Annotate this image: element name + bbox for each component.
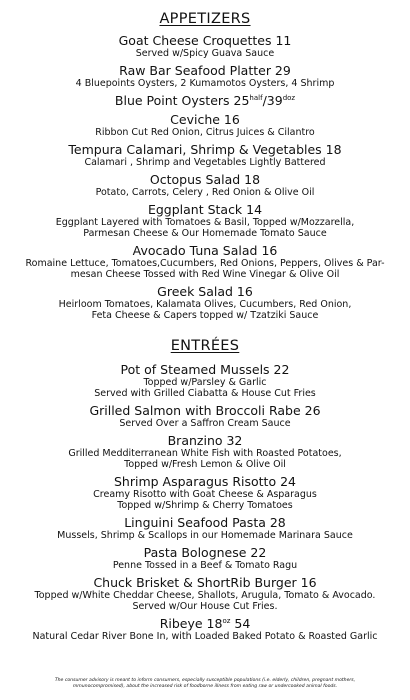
menu-item — [0, 404, 410, 429]
item-name: Tempura Calamari, Shrimp & Vegetables 18 — [68, 142, 342, 157]
item-name: Linguini Seafood Pasta 28 — [124, 515, 286, 530]
item-desc: Served with Grilled Ciabatta & House Cut Fries — [94, 388, 316, 399]
item-name: Raw Bar Seafood Platter 29 — [119, 63, 291, 78]
menu-item — [0, 617, 410, 642]
entrees-list — [0, 363, 410, 642]
weight-unit: oz — [222, 616, 231, 625]
appetizers-list — [0, 34, 410, 321]
advisory-line: mmunocompromised), about the increased risk of foodborne illness from eating raw or undercooked animal foods. — [72, 684, 338, 689]
menu-item — [0, 34, 410, 59]
advisory-line: The consumer advisory is meant to inform consumers, especially susceptible populations (i.e. elderly, children, pregnant mothers, — [54, 678, 356, 683]
consumer-advisory — [0, 678, 410, 690]
menu-item — [0, 434, 410, 470]
item-desc: Parmesan Cheese & Our Homemade Tomato Sauce — [83, 228, 327, 239]
item-name: Pasta Bolognese 22 — [143, 545, 267, 560]
menu-item — [0, 173, 410, 198]
item-name: Grilled Salmon with Broccoli Rabe 26 — [89, 403, 321, 418]
menu-item — [0, 94, 410, 108]
price-unit: half — [249, 93, 263, 102]
item-desc: Romaine Lettuce, Tomatoes,Cucumbers, Red Onions, Peppers, Olives & Par- — [25, 258, 385, 269]
menu-item — [0, 143, 410, 168]
item-desc: Calamari , Shrimp and Vegetables Lightly Battered — [84, 157, 326, 168]
item-desc: 4 Bluepoints Oysters, 2 Kumamotos Oysters, 4 Shrimp — [75, 78, 335, 89]
item-name: Eggplant Stack 14 — [147, 202, 263, 217]
item-desc: Topped w/White Cheddar Cheese, Shallots, Arugula, Tomato & Avocado. — [34, 590, 376, 601]
menu-item — [0, 546, 410, 571]
item-desc: Served w/Spicy Guava Sauce — [135, 48, 275, 59]
appetizers-heading: APPETIZERS — [159, 11, 251, 27]
item-desc: Grilled Medditerranean White Fish with Roasted Potatoes, — [68, 448, 342, 459]
item-desc: Feta Cheese & Capers topped w/ Tzatziki Sauce — [91, 310, 319, 321]
item-desc: Eggplant Layered with Tomatoes & Basil, Topped w/Mozzarella, — [55, 217, 355, 228]
item-desc: Creamy Risotto with Goat Cheese & Asparagus — [93, 489, 317, 500]
item-name: Branzino 32 — [167, 433, 243, 448]
item-desc: Ribbon Cut Red Onion, Citrus Juices & Cilantro — [95, 127, 315, 138]
item-desc: Served w/Our House Cut Fries. — [132, 601, 278, 612]
menu-item — [0, 285, 410, 321]
item-name: Chuck Brisket & ShortRib Burger 16 — [93, 575, 317, 590]
menu-item — [0, 64, 410, 89]
item-desc: mesan Cheese Tossed with Red Wine Vinegar & Olive Oil — [70, 269, 340, 280]
item-name: Ceviche 16 — [170, 112, 240, 127]
item-desc: Heirloom Tomatoes, Kalamata Olives, Cucumbers, Red Onion, — [58, 299, 352, 310]
menu-item — [0, 516, 410, 541]
price-text: 54 — [230, 616, 251, 631]
item-name — [0, 94, 410, 108]
item-desc: Natural Cedar River Bone In, with Loaded Baked Potato & Roasted Garlic — [32, 631, 378, 642]
item-name: Avocado Tuna Salad 16 — [132, 243, 278, 258]
menu-item — [0, 475, 410, 511]
item-name: Pot of Steamed Mussels 22 — [120, 362, 290, 377]
item-desc: Potato, Carrots, Celery , Red Onion & Olive Oil — [95, 187, 315, 198]
menu-item — [0, 363, 410, 399]
item-desc: Penne Tossed in a Beef & Tomato Ragu — [112, 560, 298, 571]
item-name: Greek Salad 16 — [157, 284, 253, 299]
menu-item — [0, 244, 410, 280]
price-unit: doz — [282, 93, 296, 102]
item-desc: Mussels, Shrimp & Scallops in our Homemade Marinara Sauce — [57, 530, 353, 541]
item-name: Goat Cheese Croquettes 11 — [118, 33, 292, 48]
item-desc: Topped w/Parsley & Garlic — [143, 377, 267, 388]
item-desc: Topped w/Fresh Lemon & Olive Oil — [124, 459, 286, 470]
item-name: Shrimp Asparagus Risotto 24 — [113, 474, 296, 489]
menu-item — [0, 203, 410, 239]
price-text: /39 — [262, 93, 283, 108]
item-name — [0, 617, 410, 631]
item-desc: Served Over a Saffron Cream Sauce — [119, 418, 291, 429]
item-name-text: Ribeye 18 — [159, 616, 223, 631]
item-name: Octopus Salad 18 — [149, 172, 261, 187]
item-desc: Topped w/Shrimp & Cherry Tomatoes — [117, 500, 293, 511]
menu-item — [0, 576, 410, 612]
entrees-heading: ENTRÉES — [170, 338, 240, 354]
menu-item — [0, 113, 410, 138]
item-name-text: Blue Point Oysters 25 — [114, 93, 250, 108]
